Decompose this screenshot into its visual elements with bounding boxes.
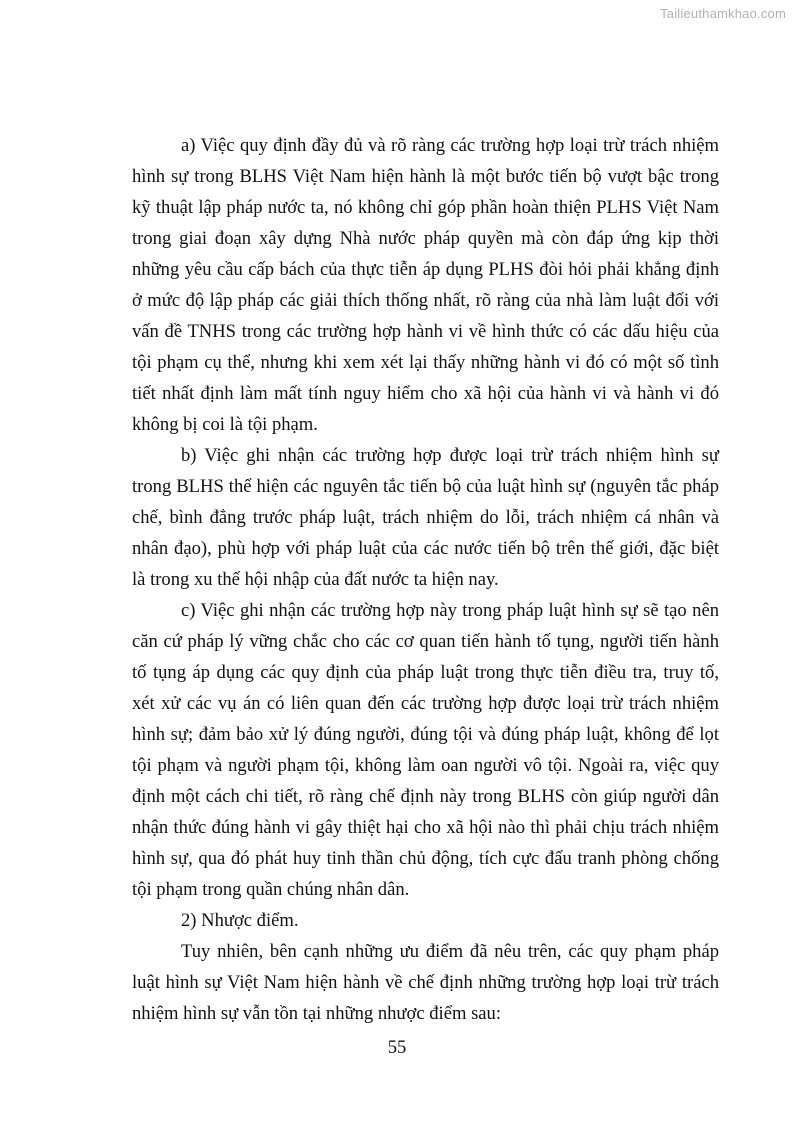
- text-line: tội phạm cụ thể, nhưng khi xem xét lại thấy những hành vi đó có một số tình: [132, 352, 719, 373]
- text-line: Tuy nhiên, bên cạnh những ưu điểm đã nêu trên, các quy phạm pháp: [181, 941, 719, 962]
- text-line: c) Việc ghi nhận các trường hợp này trong pháp luật hình sự sẽ tạo nên: [181, 600, 719, 621]
- section-heading: [132, 905, 719, 936]
- text-line: tố tụng áp dụng các quy định của pháp luật trong thực tiễn điều tra, truy tố,: [132, 662, 719, 683]
- text-line: là trong xu thế hội nhập của đất nước ta hiện nay.: [132, 569, 499, 590]
- paragraph-a: [132, 130, 719, 440]
- text-line: nhân đạo), phù hợp với pháp luật của các nước tiến bộ trên thế giới, đặc biệt: [132, 538, 719, 559]
- text-line: chế, bình đẳng trước pháp luật, trách nhiệm do lỗi, trách nhiệm cá nhân và: [132, 507, 719, 528]
- paragraph-b: [132, 440, 719, 595]
- text-line: a) Việc quy định đầy đủ và rõ ràng các trường hợp loại trừ trách nhiệm: [181, 135, 719, 156]
- watermark: Tailieuthamkhao.com: [660, 6, 786, 21]
- text-line: xét xử các vụ án có liên quan đến các trường hợp được loại trừ trách nhiệm: [132, 693, 719, 714]
- text-line: nhận thức đúng hành vi gây thiệt hại cho xã hội nào thì phải chịu trách nhiệm: [132, 817, 719, 838]
- text-line: tội phạm và người phạm tội, không làm oan người vô tội. Ngoài ra, việc quy: [132, 755, 719, 776]
- text-line: căn cứ pháp lý vững chắc cho các cơ quan tiến hành tố tụng, người tiến hành: [132, 631, 719, 652]
- text-line: nhiệm hình sự vẫn tồn tại những nhược điểm sau:: [132, 1003, 502, 1024]
- text-line: những yêu cầu cấp bách của thực tiễn áp dụng PLHS đòi hỏi phải khẳng định: [132, 259, 719, 280]
- text-line: hình sự trong BLHS Việt Nam hiện hành là một bước tiến bộ vượt bậc trong: [132, 166, 719, 187]
- text-line: vấn đề TNHS trong các trường hợp hành vi về hình thức có các dấu hiệu của: [132, 321, 719, 342]
- text-line: hình sự; đảm bảo xử lý đúng người, đúng tội và đúng pháp luật, không để lọt: [132, 724, 719, 745]
- page-body: [132, 130, 719, 1029]
- text-line: luật hình sự Việt Nam hiện hành về chế định những trường hợp loại trừ trách: [132, 972, 719, 993]
- text-line: không bị coi là tội phạm.: [132, 414, 318, 435]
- page-number: 55: [387, 1037, 407, 1058]
- paragraph-c: [132, 595, 719, 905]
- text-line: ở mức độ lập pháp các giải thích thống nhất, rõ ràng của nhà làm luật đối với: [132, 290, 719, 311]
- text-line: tiết nhất định làm mất tính nguy hiểm cho xã hội của hành vi và hành vi đó: [132, 383, 719, 404]
- text-line: trong giai đoạn xây dựng Nhà nước pháp quyền mà còn đáp ứng kịp thời: [132, 228, 719, 249]
- paragraph-tuy-nhien: [132, 936, 719, 1029]
- text-line: định một cách chi tiết, rõ ràng chế định này trong BLHS còn giúp người dân: [132, 786, 719, 807]
- heading-text: 2) Nhược điểm.: [181, 910, 299, 931]
- text-line: hình sự, qua đó phát huy tinh thần chủ động, tích cực đấu tranh phòng chống: [132, 848, 719, 869]
- text-line: tội phạm trong quần chúng nhân dân.: [132, 879, 410, 900]
- text-line: trong BLHS thể hiện các nguyên tắc tiến bộ của luật hình sự (nguyên tắc pháp: [132, 476, 719, 497]
- text-line: kỹ thuật lập pháp nước ta, nó không chỉ góp phần hoàn thiện PLHS Việt Nam: [132, 197, 719, 218]
- text-line: b) Việc ghi nhận các trường hợp được loại trừ trách nhiệm hình sự: [181, 445, 719, 466]
